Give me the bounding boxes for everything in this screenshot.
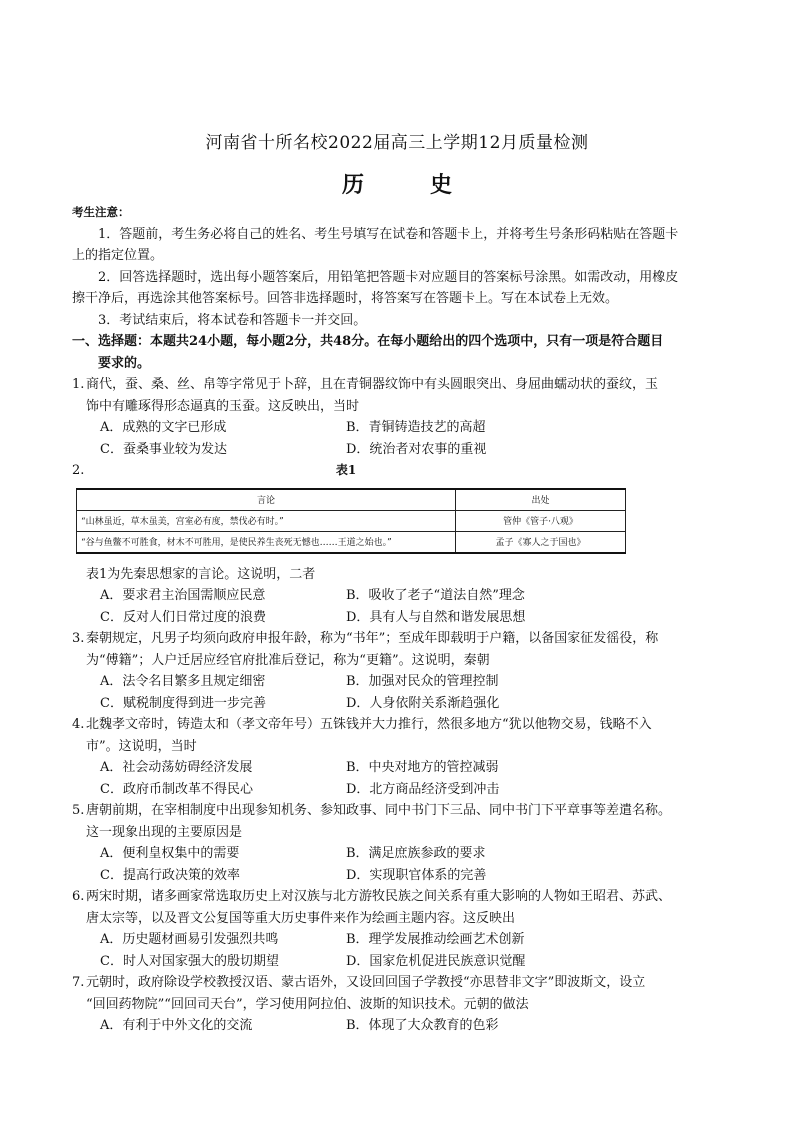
option-c: C．时人对国家强大的殷切期望 [100,953,279,969]
exam-title: 河南省十所名校2022届高三上学期12月质量检测 [205,133,589,153]
option-d: D．具有人与自然和谐发展思想 [346,609,526,625]
question-number: 1. [72,377,85,392]
table-cell: “山林虽近，草木虽美，宫室必有度，禁伐必有时。” [77,510,456,531]
question-stem: “回回药物院”“回回司天台”，学习使用阿拉伯、波斯的知识技术。元朝的做法 [86,996,529,1012]
question-stem: 唐太宗等，以及晋文公复国等重大历史事件来作为绘画主题内容。这反映出 [86,910,516,926]
table-header: 出处 [456,489,626,511]
question-number: 3. [72,631,85,646]
question-stem: 表1为先秦思想家的言论。这说明，二者 [86,566,316,582]
section-heading [72,331,724,374]
option-b: B．青铜铸造技艺的高超 [346,420,486,435]
question-5 [72,800,724,886]
question-2 [72,460,724,628]
question-stem: 北魏孝文帝时，铸造太和（孝文帝年号）五铢钱并大力推行，然很多地方“犹以他物交易，钱略不入 [86,717,652,732]
table-cell: “谷与鱼鳖不可胜食，材木不可胜用，是使民养生丧死无憾也……王道之始也。” [77,531,456,553]
option-b: B．体现了大众教育的色彩 [346,1018,499,1033]
notice-line: 擦干净后，再选涂其他答案标号。回答非选择题时，将答案写在答题卡上。写在本试卷上无效。 [72,291,619,306]
table-cell: 孟子《寡人之于国也》 [456,531,626,553]
option-c: C．提高行政决策的效率 [100,867,240,883]
option-b: B．满足庶族参政的要求 [346,846,486,861]
notice-line: 上的指定位置。 [72,248,164,263]
section-heading-line: 要求的。 [98,355,151,371]
question-number: 2. [72,463,85,478]
notice-line: 2．回答选择题时，选出每小题答案后，用铅笔把答题卡对应题目的答案标号涂黑。如需改动，用橡皮 [98,269,679,285]
exam-content [72,202,724,1037]
option-c: C．蚕桑事业较为发达 [100,441,227,457]
option-a: A．历史题材画易引发强烈共鸣 [100,932,279,947]
quote-table [76,488,626,554]
question-number: 5. [72,803,85,818]
question-stem: 唐朝前期，在宰相制度中出现参知机务、参知政事、同中书门下三品、同中书门下平章事等差遣名称。 [86,803,672,818]
option-a: A．法令名目繁多且规定细密 [100,674,266,689]
option-d: D．实现职官体系的完善 [346,867,487,883]
section-heading-line: 一、选择题：本题共24小题，每小题2分，共48分。在每小题给出的四个选项中，只有一项是符合题目 [72,334,664,349]
question-stem: 秦朝规定，凡男子均须向政府申报年龄，称为“书年”；至成年即载明于户籍，以备国家征发徭役，称 [86,631,659,646]
option-a: A．便利皇权集中的需要 [100,846,240,861]
option-a: A．要求君主治国需顺应民意 [100,588,266,603]
option-b: B．加强对民众的管理控制 [346,674,499,689]
option-b: B．理学发展推动绘画艺术创新 [346,932,525,947]
option-c: C．政府币制改革不得民心 [100,781,253,797]
question-6 [72,886,724,972]
question-number: 7. [72,975,85,990]
question-stem: 商代，蚕、桑、丝、帛等字常见于卜辞，且在青铜器纹饰中有头圆眼突出、身屈曲蠕动状的蚕纹，玉 [86,377,659,392]
option-d: D．国家危机促进民族意识觉醒 [346,953,526,969]
question-number: 4. [72,717,85,732]
option-d: D．统治者对农事的重视 [346,441,487,457]
question-4 [72,714,724,800]
question-stem: 市”。这说明，当时 [86,738,197,754]
option-a: A．成熟的文字已形成 [100,420,227,435]
notice-block [72,202,724,331]
option-b: B．中央对地方的管控减弱 [346,760,499,775]
question-3 [72,628,724,714]
question-stem: 元朝时，政府除设学校教授汉语、蒙古语外，又设回回国子学教授“亦思替非文字”即波斯文，设立 [86,975,646,990]
question-stem: 为“傅籍”；人户迁居应经官府批准后登记，称为“更籍”。这说明，秦朝 [86,652,490,668]
table-caption: 表1 [335,463,357,477]
question-stem: 两宋时期，诸多画家常选取历史上对汉族与北方游牧民族之间关系有重大影响的人物如王昭君、苏武、 [86,889,672,904]
table-row [77,531,626,553]
option-c: C．赋税制度得到进一步完善 [100,695,266,711]
option-d: D．北方商品经济受到冲击 [346,781,500,797]
question-stem: 这一现象出现的主要原因是 [86,824,243,840]
question-stem: 饰中有雕琢得形态逼真的玉蚕。这反映出，当时 [86,398,360,414]
notice-heading: 考生注意： [72,205,130,219]
notice-line: 3．考试结束后，将本试卷和答题卡一并交回。 [98,312,367,328]
subject-title: 历 史 [341,172,474,198]
option-a: A．有利于中外文化的交流 [100,1018,253,1033]
option-c: C．反对人们日常过度的浪费 [100,609,266,625]
table-row [77,510,626,531]
table-cell: 管仲《管子·八观》 [456,510,626,531]
notice-line: 1．答题前，考生务必将自己的姓名、考生号填写在试卷和答题卡上，并将考生号条形码粘贴在答题卡 [98,226,679,242]
option-d: D．人身依附关系渐趋强化 [346,695,500,711]
question-7 [72,972,724,1037]
table-header: 言论 [77,489,456,511]
option-a: A．社会动荡妨碍经济发展 [100,760,253,775]
question-1 [72,374,724,460]
question-number: 6. [72,889,85,904]
option-b: B．吸收了老子“道法自然”理念 [346,588,525,603]
